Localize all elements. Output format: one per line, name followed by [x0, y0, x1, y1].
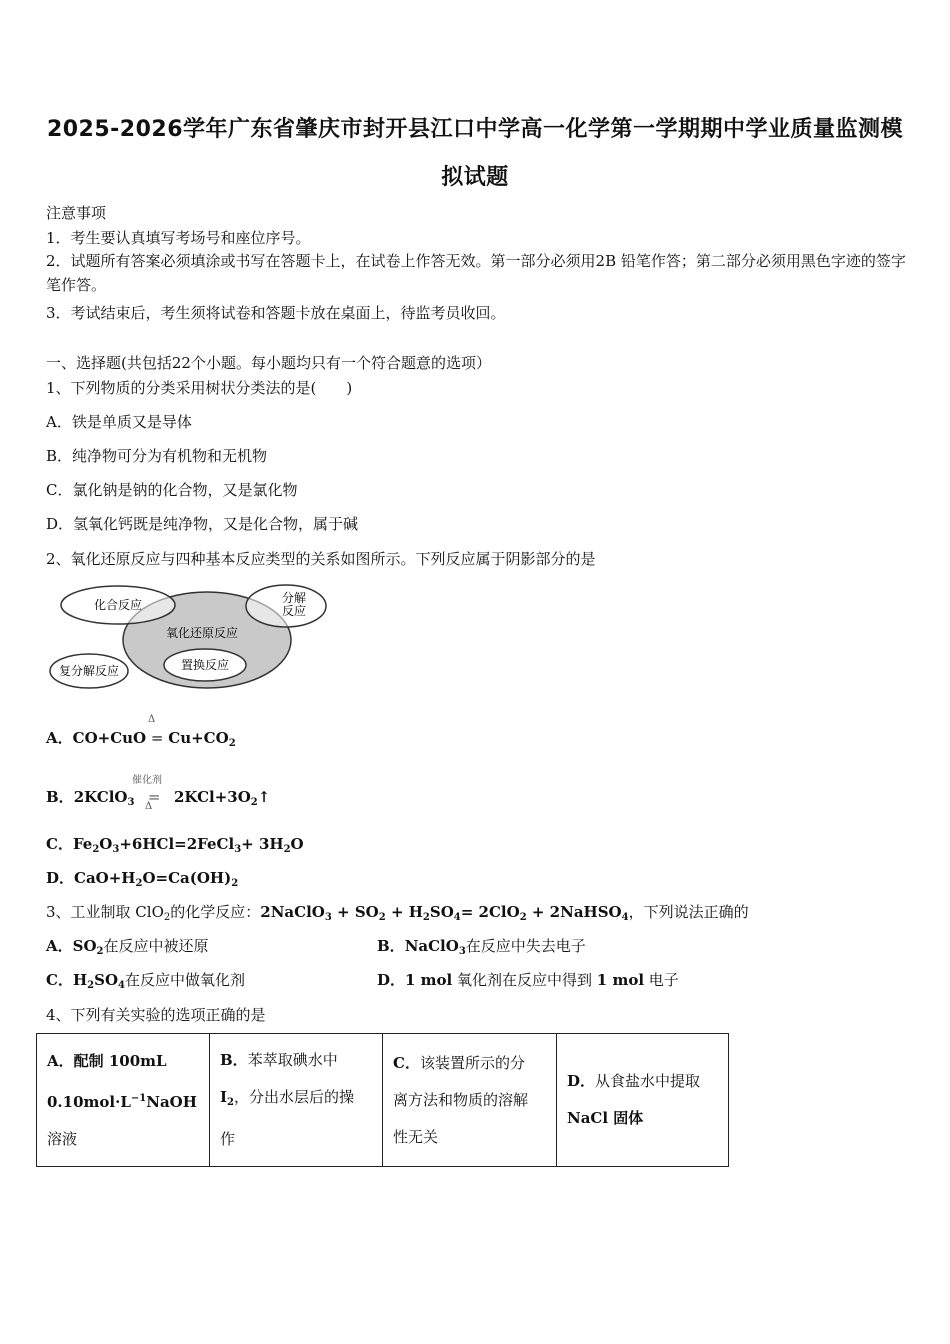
question-4-stem: 4、下列有关实验的选项正确的是	[46, 1006, 266, 1024]
page-title-continued: 拟试题	[441, 165, 509, 190]
notice-item: 2．试题所有答案必须填涂或书写在答题卡上，在试卷上作答无效。第一部分必须用2B 铅笔作答；第二部分必须用黑色字迹的签字笔作答。	[46, 252, 906, 294]
notice-heading: 注意事项	[46, 204, 107, 222]
q3-option-d: D．1 mol 氧化剂在反应中得到 1 mol 电子	[377, 971, 679, 989]
q2-option-c: C．$Fe_2O_3+6HCl=2FeCl_3+ 3H_2O$	[46, 835, 304, 855]
reaction-types-diagram	[44, 584, 334, 694]
q4-cell-b: B．苯萃取碘水中 $I_2$，分出水层后的操 作	[210, 1034, 383, 1167]
q1-option-a: A．铁是单质又是导体	[46, 413, 192, 431]
label-combination: 化合反应	[93, 598, 143, 612]
label-double-decomposition: 复分解反应	[58, 664, 120, 678]
question-2-stem: 2、氧化还原反应与四种基本反应类型的关系如图所示。下列反应属于阴影部分的是	[46, 550, 596, 568]
q1-option-d: D．氢氧化钙既是纯净物，又是化合物，属于碱	[46, 515, 359, 533]
notice-item: 1．考生要认真填写考场号和座位序号。	[46, 229, 311, 247]
question-1-stem: 1、下列物质的分类采用树状分类法的是( )	[46, 379, 353, 397]
q3-option-b: B．NaClO$_3$在反应中失去电子	[377, 937, 586, 957]
q2-option-b: B．2KClO$_3$ = $2KCl+3O_2↑$	[46, 788, 271, 808]
heat-condition: Δ	[145, 801, 153, 812]
q2-option-d: D．$CaO+H_2O=Ca(OH)_2$	[46, 869, 239, 889]
q1-option-b: B．纯净物可分为有机物和无机物	[46, 447, 268, 465]
q4-cell-d: D．从食盐水中提取 NaCl 固体	[557, 1034, 729, 1167]
label-displacement: 置换反应	[180, 658, 230, 672]
section-heading: 一、选择题(共包括22个小题。每小题均只有一个符合题意的选项）	[46, 354, 491, 372]
q1-option-c: C．氯化钠是钠的化合物，又是氯化物	[46, 481, 298, 499]
label-decomposition-1: 分解	[281, 591, 307, 605]
q4-cell-a: A．配制 100mL $0.10mol\cdot L^{-1}NaOH$ 溶液	[37, 1034, 210, 1167]
q4-cell-c: C．该装置所示的分 离方法和物质的溶解 性无关	[383, 1034, 557, 1167]
q3-option-a: A．$SO_2$在反应中被还原	[46, 937, 209, 957]
label-redox: 氧化还原反应	[165, 626, 239, 640]
q2-option-a: A．$CO+CuO = Cu+CO_2$	[46, 729, 236, 749]
question-3-stem: 3、工业制取 ClO$_2$的化学反应：2NaClO$_3$ + $SO_2 + H_2SO_4= 2ClO_2$ + 2NaHSO$_4$，下列说法正确的	[46, 903, 749, 923]
label-decomposition-2: 反应	[281, 604, 307, 618]
q3-option-c: C．$H_2SO_4$在反应中做氧化剂	[46, 971, 245, 991]
heat-condition: Δ	[148, 714, 156, 725]
q4-options-table	[36, 1033, 729, 1167]
page-title: 2025-2026学年广东省肇庆市封开县江口中学高一化学第一学期期中学业质量监测模	[46, 117, 904, 142]
notice-item: 3．考试结束后，考生须将试卷和答题卡放在桌面上，待监考员收回。	[46, 304, 506, 322]
catalyst-condition: 催化剂	[132, 775, 162, 786]
